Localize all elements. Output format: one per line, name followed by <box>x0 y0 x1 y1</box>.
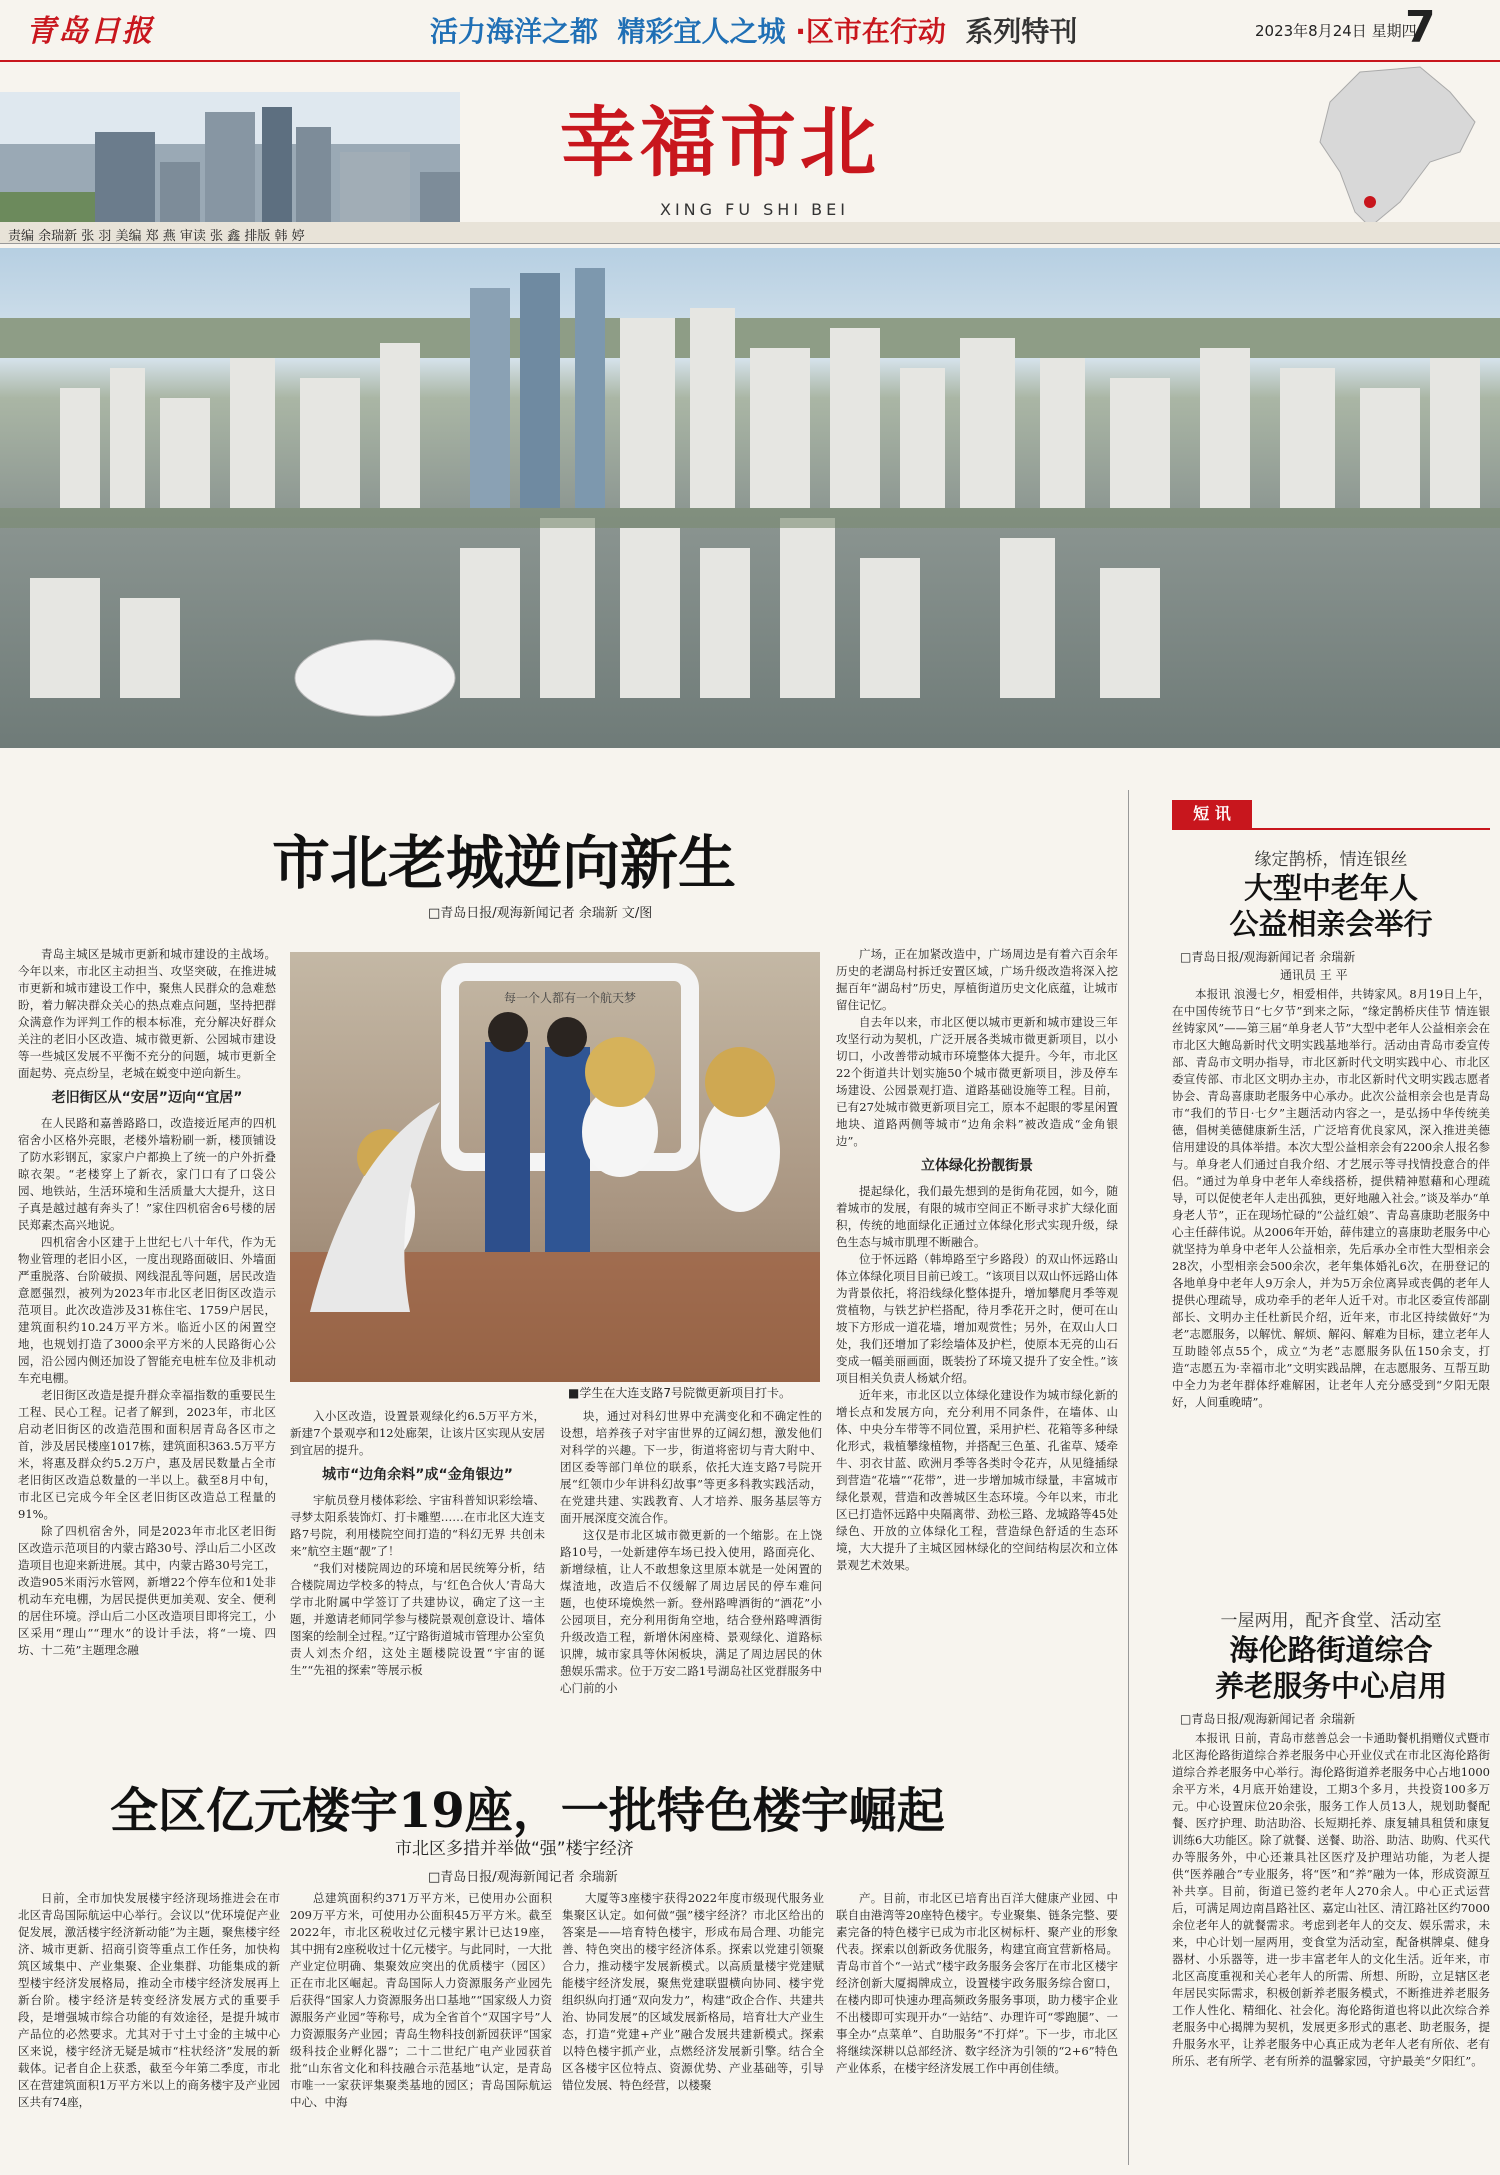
article1-column-2 <box>290 1408 545 1758</box>
article1-paragraph: 位于怀远路（韩埠路至宁乡路段）的双山怀远路山体立体绿化项目目前已竣工。“该项目以双山怀远路山体为背景依托，将沿线绿化整体提升，增加攀爬月季等观赏植物，与铁艺护栏搭配，待月季花开之时，便可在山坡下方形成一道花墙，增加观赏性；另外，在双山人口处，我们还增加了彩绘墙体及护栏，使原本无亮的山石变成一幅美丽画面，既装扮了环境又提升了安全性。”该项目相关负责人杨斌介绍。 <box>836 1252 1118 1385</box>
article2-subtitle: 市北区多措并举做“强”楼宇经济 <box>395 1839 634 1859</box>
column-divider <box>1128 790 1129 2165</box>
article1-paragraph: “我们对楼院周边的环境和居民统筹分析，结合楼院周边学校多的特点，与‘红色合伙人’青岛大学市北附属中学签订了共建协议，确定了这一主题，并邀请老师同学参与楼院景观创意设计、墙体图案的绘制全过程。”辽宁路街道城市管理办公室负责人刘杰介绍，这处主题楼院设置“宇宙的诞生”“先祖的探索”等展示板 <box>290 1561 545 1677</box>
main-photo <box>0 248 1500 748</box>
page-header <box>0 0 1500 62</box>
article2-title: 全区亿元楼宇19座，一批特色楼宇崛起 <box>110 1783 945 1839</box>
brief2-title <box>1172 1632 1490 1704</box>
article1-subhead-2: 城市“边角余料”成“金角银边” <box>322 1467 513 1483</box>
section-masthead: 幸福市北 <box>560 98 880 187</box>
photo-frame-text: 每一个人都有一个航天梦 <box>503 991 637 1005</box>
brief2-title-line-1: 海伦路街道综合 <box>1229 1633 1433 1667</box>
brief2-body <box>1172 1730 1490 2165</box>
article2-byline: □青岛日报/观海新闻记者 余瑞新 <box>428 1870 618 1885</box>
article1-paragraph: 宇航员登月楼体彩绘、宇宙科普知识彩绘墙、寻梦太阳系装饰灯、打卡雕塑……在市北区大连支路7号院，利用楼院空间打造的“科幻无界 共创未来”航空主题“靓”了！ <box>290 1493 545 1558</box>
slogan-part-b: 精彩宜人之城 <box>617 15 786 48</box>
brief1-title-line-1: 大型中老年人 <box>1243 871 1418 905</box>
series-slogan <box>430 10 1077 50</box>
brief1-text: 本报讯 浪漫七夕，相爱相伴，共铸家风。8月19日上午，在中国传统节日“七夕节”到来之际，“缘定鹊桥庆佳节 情连银丝铸家风”——第三届“单身老人节”大型中老年人公益相亲会在市北区大鲍岛新时代文明实践基地举行。活动由青岛市委宣传部、青岛市文明办指导，市北区新时代文明实践中心、市北区委宣传部、市北区文明办主办，市北区新时代文明实践志愿者协会、青岛喜康助老服务中心承办。此次公益相亲会也是青岛市“我们的节日·七夕”主题活动内容之一，是弘扬中华传统美德，倡树美德健康新生活，广泛培育优良家风，深入推进美德信用建设的具体举措。本次大型公益相亲会有2200余人报名参与。单身老人们通过自我介绍、才艺展示等寻找情投意合的伴侣。“通过为单身中老年人牵线搭桥，提供精神慰藉和心理疏导，可以促使老年人走出孤独，更好地融入社会。”谈及举办“单身老人节”，正在现场忙碌的“公益红娘”、青岛喜康助老服务中心主任薛伟说。从2006年开始，薛伟建立的喜康助老服务中心就坚持为单身中老年人公益相亲，先后承办全市性大型相亲会28次，小型相亲会500余次，老年集体婚礼6次，在册登记的各地单身中老年人9万余人，并为5万余位离异或丧偶的老年人提供心理疏导，成功牵手的老年人近千对。市北区委宣传部副部长、文明办主任杜新民介绍，近年来，市北区持续做好“为老”志愿服务，以解忧、解烦、解闷、解难为目标，建立老年人互助睦邻点55个，成立“为老”志愿服务队伍150余支，打造“志愿五为·幸福市北”文明实践品牌，在志愿服务、互帮互助中全力为老年群体纾难解困，让老年人充分感受到“夕阳无限好，人间重晚晴”。 <box>1172 987 1490 1409</box>
slogan-part-a: 活力海洋之都 <box>430 15 599 48</box>
skyline-thumbnail <box>0 92 460 222</box>
article1-byline: □青岛日报/观海新闻记者 余瑞新 文/图 <box>428 906 653 921</box>
briefs-label: 短 讯 <box>1172 800 1252 828</box>
brief1-byline: □青岛日报/观海新闻记者 余瑞新 <box>1180 950 1356 964</box>
students-photo <box>290 952 820 1382</box>
article2-column-2 <box>290 1890 552 2165</box>
brief2-byline: □青岛日报/观海新闻记者 余瑞新 <box>1180 1712 1356 1726</box>
brief1-kicker: 缘定鹊桥，情连银丝 <box>1254 850 1408 870</box>
article1-subhead-3: 立体绿化扮靓街景 <box>921 1158 1033 1174</box>
article2-paragraph: 日前，全市加快发展楼宇经济现场推进会在市北区青岛国际航运中心举行。会议以“优环境促产业促发展，激活楼宇经济新动能”为主题，聚焦楼宇经济、城市更新、招商引资等重点工作任务，加快构筑区域集中、产业集聚、企业集群、功能集成的新型楼宇经济发展格局，推动全市楼宇经济发展再上新台阶。楼宇经济是转变经济发展方式的重要手段，是增强城市综合功能的有效途径，是提升城市产品位的必然要求。尤其对于寸土寸金的主城中心区来说，楼宇经济无疑是城市“柱状经济”发展的新载体。记者自企上获悉，截至今年第二季度，市北区在营建筑面积1万平方米以上的商务楼宇及产业园区共有74座， <box>18 1891 280 2109</box>
newspaper-logo: 青岛日报 <box>26 14 154 49</box>
brief1-body <box>1172 986 1490 1584</box>
article1-paragraph: 四机宿舍小区建于上世纪七八十年代，作为无物业管理的老旧小区，一度出现路面破旧、外墙面严重脱落、台阶破损、网线混乱等问题，居民改造意愿强烈，被列为2023年市北区老旧街区改造示范项目。此次改造涉及31栋住宅、1759户居民，建筑面积约10.24万平方米。临近小区的闲置空地，也规划打造了3000余平方米的人民路街心公园，沿公园内侧还加设了智能充电桩车位及非机动车充电棚。 <box>18 1235 276 1385</box>
article1-paragraph: 提起绿化，我们最先想到的是街角花园，如今，随着城市的发展，有限的城市空间正不断寻求扩大绿化面积，传统的地面绿化正通过立体绿化形式实现升级，绿色生态与城市肌理不断融合。 <box>836 1184 1118 1249</box>
article2-paragraph: 大厦等3座楼宇获得2022年度市级现代服务业集聚区认定。如何做“强”楼宇经济？市北区给出的答案是——培育特色楼宇，形成布局合理、功能完善、特色突出的楼宇经济体系。探索以党建引领聚合力，推动楼宇发展新模式。以高质量楼宇党建赋能楼宇经济发展，聚焦党建联盟横向协同、楼宇党组织纵向打通“双向发力”，构建“政企合作、共建共治、协同发展”的区域发展新格局，培育壮大产业生态，打造“党建+产业”融合发展共建新模式。探索以特色楼宇抓产业，点燃经济发展新引擎。结合全区各楼宇区位特点、资源优势、产业基础等，引导错位发展、特色经营，以楼聚 <box>562 1891 824 2092</box>
issue-date: 2023年8月24日 星期四 <box>1255 22 1417 40</box>
brief2-text: 本报讯 日前，青岛市慈善总会一卡通助餐机捐赠仪式暨市北区海伦路街道综合养老服务中心开业仪式在市北区海伦路街道综合养老服务中心举行。海伦路街道养老服务中心占地1000余平方米，4月底开始建设，工期3个多月，共投资100多万元。中心设置床位20余张，服务工作人员13人，规划助餐配餐、医疗护理、助洁助浴、长短期托养、康复辅具租赁和康复训练6大功能区。除了就餐、送餐、助浴、助洁、助购、代买代办等服务外，中心还兼具社区医疗及护理站功能，为老人提供“医养融合”专业服务，将“医”和“养”融为一体，形成资源互补共享。目前，街道已签约老年人270余人。中心正式运营后，可满足周边南昌路社区、嘉定山社区、清江路社区约7000余位老年人的就餐需求。考虑到老年人的交友、娱乐需求，未来，中心计划一屋两用，变食堂为活动室，配备棋牌桌、健身器材、小乐器等，进一步丰富老年人的文化生活。近年来，市北区高度重视和关心老年人的所需、所想、所盼，立足辖区老年居民实际需求，积极创新养老服务模式，不断推进养老服务工作人性化、精细化、社会化。海伦路街道也将以此次综合养老服务中心揭牌为契机，发展更多形式的惠老、助老服务，提升服务水平，让养老服务中心真正成为老年人老有所依、老有所乐、老有所学、老有所养的温馨家园，守护最美“夕阳红”。 <box>1172 1731 1490 2068</box>
article1-paragraph: 入小区改造，设置景观绿化约6.5万平方米，新建7个景观亭和12处廊架，让该片区实现从安居到宜居的提升。 <box>290 1409 545 1457</box>
article1-paragraph: 广场，正在加紧改造中，广场周边是有着六百余年历史的老湖岛村拆迁安置区域，广场升级改造将深入挖掘百年“湖岛村”历史，厚植街道历史文化底蕴，让城市留住记忆。 <box>836 947 1118 1012</box>
article2-paragraph: 总建筑面积约371万平方米，已使用办公面积209万平方米，可使用办公面积45万平方米。截至2022年，市北区税收过亿元楼宇累计已达19座，其中拥有2座税收过十亿元楼宇。与此同时，一大批产业定位明确、集聚效应突出的优质楼宇（园区）正在市北区崛起。青岛国际人力资源服务产业园先后获得“国家人力资源服务出口基地”“国家级人力资源服务产业园”等称号，成为全省首个“双国字号”人力资源服务产业园；青岛生物科技创新园获评“国家级科技企业孵化器”；二十二世纪广电产业园获首批“山东省文化和科技融合示范基地”认定，是青岛市唯一一家获评集聚类基地的园区；青岛国际航运中心、中海 <box>290 1891 552 2109</box>
editor-credits: 责编 余瑞新 张 羽 美编 郑 燕 审读 张 鑫 排版 韩 婷 <box>0 222 1500 244</box>
article1-paragraph: 除了四机宿舍外，同是2023年市北区老旧街区改造示范项目的内蒙古路30号、浮山后二小区改造项目也迎来新进展。其中，内蒙古路30号完工，改造905米雨污水管网，新增22个停车位和1处非机动车充电棚，为居民提供更加美观、安全、便利的居住环境。浮山后二小区改造项目即将完工，小区采用“理山”“理水”的设计手法，将“一境、四坊、十二苑”主题理念融 <box>18 1524 276 1657</box>
brief2-kicker: 一屋两用，配齐食堂、活动室 <box>1220 1611 1442 1631</box>
article1-paragraph: 老旧街区改造是提升群众幸福指数的重要民生工程、民心工程。记者了解到，2023年，市北区启动老旧街区的改造范围和面积居青岛各区市之首，涉及居民楼座1017栋，建筑面积363.5万平方米，将惠及群众约5.2万户，惠及居民数量占全市老旧街区改造总数量的一半以上。截至8月中旬，市北区已完成今年全区老旧街区改造总工程量的91%。 <box>18 1388 276 1521</box>
brief1-title-line-2: 公益相亲会举行 <box>1229 907 1433 941</box>
article1-column-4 <box>836 946 1118 1758</box>
article1-paragraph: 这仅是市北区城市微更新的一个缩影。在上饶路10号，一处新建停车场已投入使用，路面亮化、新增绿植，让人不敢想象这里原本就是一处闲置的煤渣地，改造后不仅缓解了周边居民的停车难问题，也使环境焕然一新。登州路啤酒街的“酒花”小公园项目，充分利用街角空地，结合登州路啤酒街升级改造工程，新增休闲座椅、景观绿化、道路标识牌，城市家具等休闲板块，满足了周边居民的休憩娱乐需求。位于万安二路1号湖岛社区党群服务中心门前的小 <box>560 1528 822 1695</box>
article2-column-1 <box>18 1890 280 2165</box>
article2-column-4 <box>836 1890 1118 2165</box>
slogan-part-d: 系列特刊 <box>965 15 1078 48</box>
brief1-byline-2: 通讯员 王 平 <box>1280 968 1348 982</box>
article1-paragraph: 近年来，市北区以立体绿化建设作为城市绿化新的增长点和发展方向，充分利用不同条件，在墙体、山体、中央分车带等不同位置，采用护栏、花箱等多种绿化形式，栽植攀缘植物，并搭配三色堇、孔雀草、矮牵牛、羽衣甘蓝、欧洲月季等各类时令花卉，从见缝插绿到营造“花墙”“花带”，进一步增加城市绿量，丰富城市绿化景观，营造和改善城区生态环境。今年以来，市北区已打造怀远路中央隔离带、劲松三路、龙城路等45处绿色、开放的立体绿化工程，营造绿色舒适的生态环境，大大提升了主城区园林绿化的空间结构层次和立体景观艺术效果。 <box>836 1388 1118 1572</box>
article2-column-3 <box>562 1890 824 2165</box>
article1-intro: 青岛主城区是城市更新和城市建设的主战场。今年以来，市北区主动担当、攻坚突破，在推进城市更新和城市建设工作中，聚焦人民群众的急难愁盼，着力解决群众关心的热点难点问题，坚持把群众满意作为评判工作的根本标准，充分解决好群众关注的老旧小区改造、城市微更新、公园城市建设等一些城区发展不平衡不充分的问题，城市更新全面起势、亮点纷呈，老城在蜕变中逆向新生。 <box>18 947 276 1080</box>
page-number: 7 <box>1405 2 1436 53</box>
article1-subhead-1: 老旧街区从“安居”迈向“宜居” <box>51 1090 243 1106</box>
briefs-rule <box>1172 828 1490 830</box>
article1-column-1 <box>18 946 276 1758</box>
section-pinyin: XING FU SHI BEI <box>660 200 849 219</box>
district-map-icon <box>1300 62 1490 232</box>
brief2-title-line-2: 养老服务中心启用 <box>1214 1669 1447 1703</box>
students-photo-caption: ■学生在大连支路7号院微更新项目打卡。 <box>568 1386 791 1400</box>
city-skyline-illustration <box>0 248 1500 748</box>
article1-title: 市北老城逆向新生 <box>272 829 737 897</box>
brief1-title <box>1172 870 1490 942</box>
article2-paragraph: 产。目前，市北区已培育出百洋大健康产业园、中联自由港湾等20座特色楼宇。专业聚集、链条完整、要素完备的特色楼宇已成为市北区树标杆、聚产业的形象代表。探索以创新政务优服务，构建宜商宜营新格局。青岛市首个“一站式”楼宇政务服务会客厅在市北区楼宇经济创新大厦揭牌成立，设置楼宇政务服务综合窗口，在楼内即可快速办理高频政务服务事项，助力楼宇企业不出楼即可实现开办“一站结”、办理许可“零跑腿”、一事全办“点菜单”、自助服务“不打烊”。下一步，市北区将继续深耕以总部经济、数字经济为引领的“2+6”特色产业体系，在楼宇经济发展工作中再创佳绩。 <box>836 1891 1118 2075</box>
article1-paragraph: 块，通过对科幻世界中充满变化和不确定性的设想，培养孩子对宇宙世界的辽阔幻想，激发他们对科学的兴趣。下一步，街道将密切与青大附中、团区委等部门单位的联系，依托大连支路7号院开展“红领巾少年讲科幻故事”等更多科教实践活动，在党建共建、实践教育、人才培养、服务基层等方面开展深度交流合作。 <box>560 1409 822 1525</box>
article1-paragraph: 自去年以来，市北区便以城市更新和城市建设三年攻坚行动为契机，广泛开展各类城市微更新项目，以小切口，小改善带动城市环境整体大提升。今年，市北区22个街道共计划实施50个城市微更新项目，涉及停车场建设、公园景观打造、道路基础设施等工程。目前，已有27处城市微更新项目完工，原本不起眼的零星闲置地块、道路两侧等城市“边角余料”被改造成“金角银边”。 <box>836 1015 1118 1148</box>
slogan-part-c: ·区市在行动 <box>795 15 946 48</box>
article1-column-3 <box>560 1408 822 1758</box>
article1-paragraph: 在人民路和嘉善路路口，改造接近尾声的四机宿舍小区格外亮眼，老楼外墙粉刷一新，楼顶铺设了防水彩钢瓦，家家户户都换上了统一的户外折叠晾衣架。“老楼穿上了新衣，家门口有了口袋公园、地铁站，生活环境和生活质量大大提升，这日子真是越过越有奔头了！”家住四机宿舍6号楼的居民郑素杰高兴地说。 <box>18 1116 276 1232</box>
